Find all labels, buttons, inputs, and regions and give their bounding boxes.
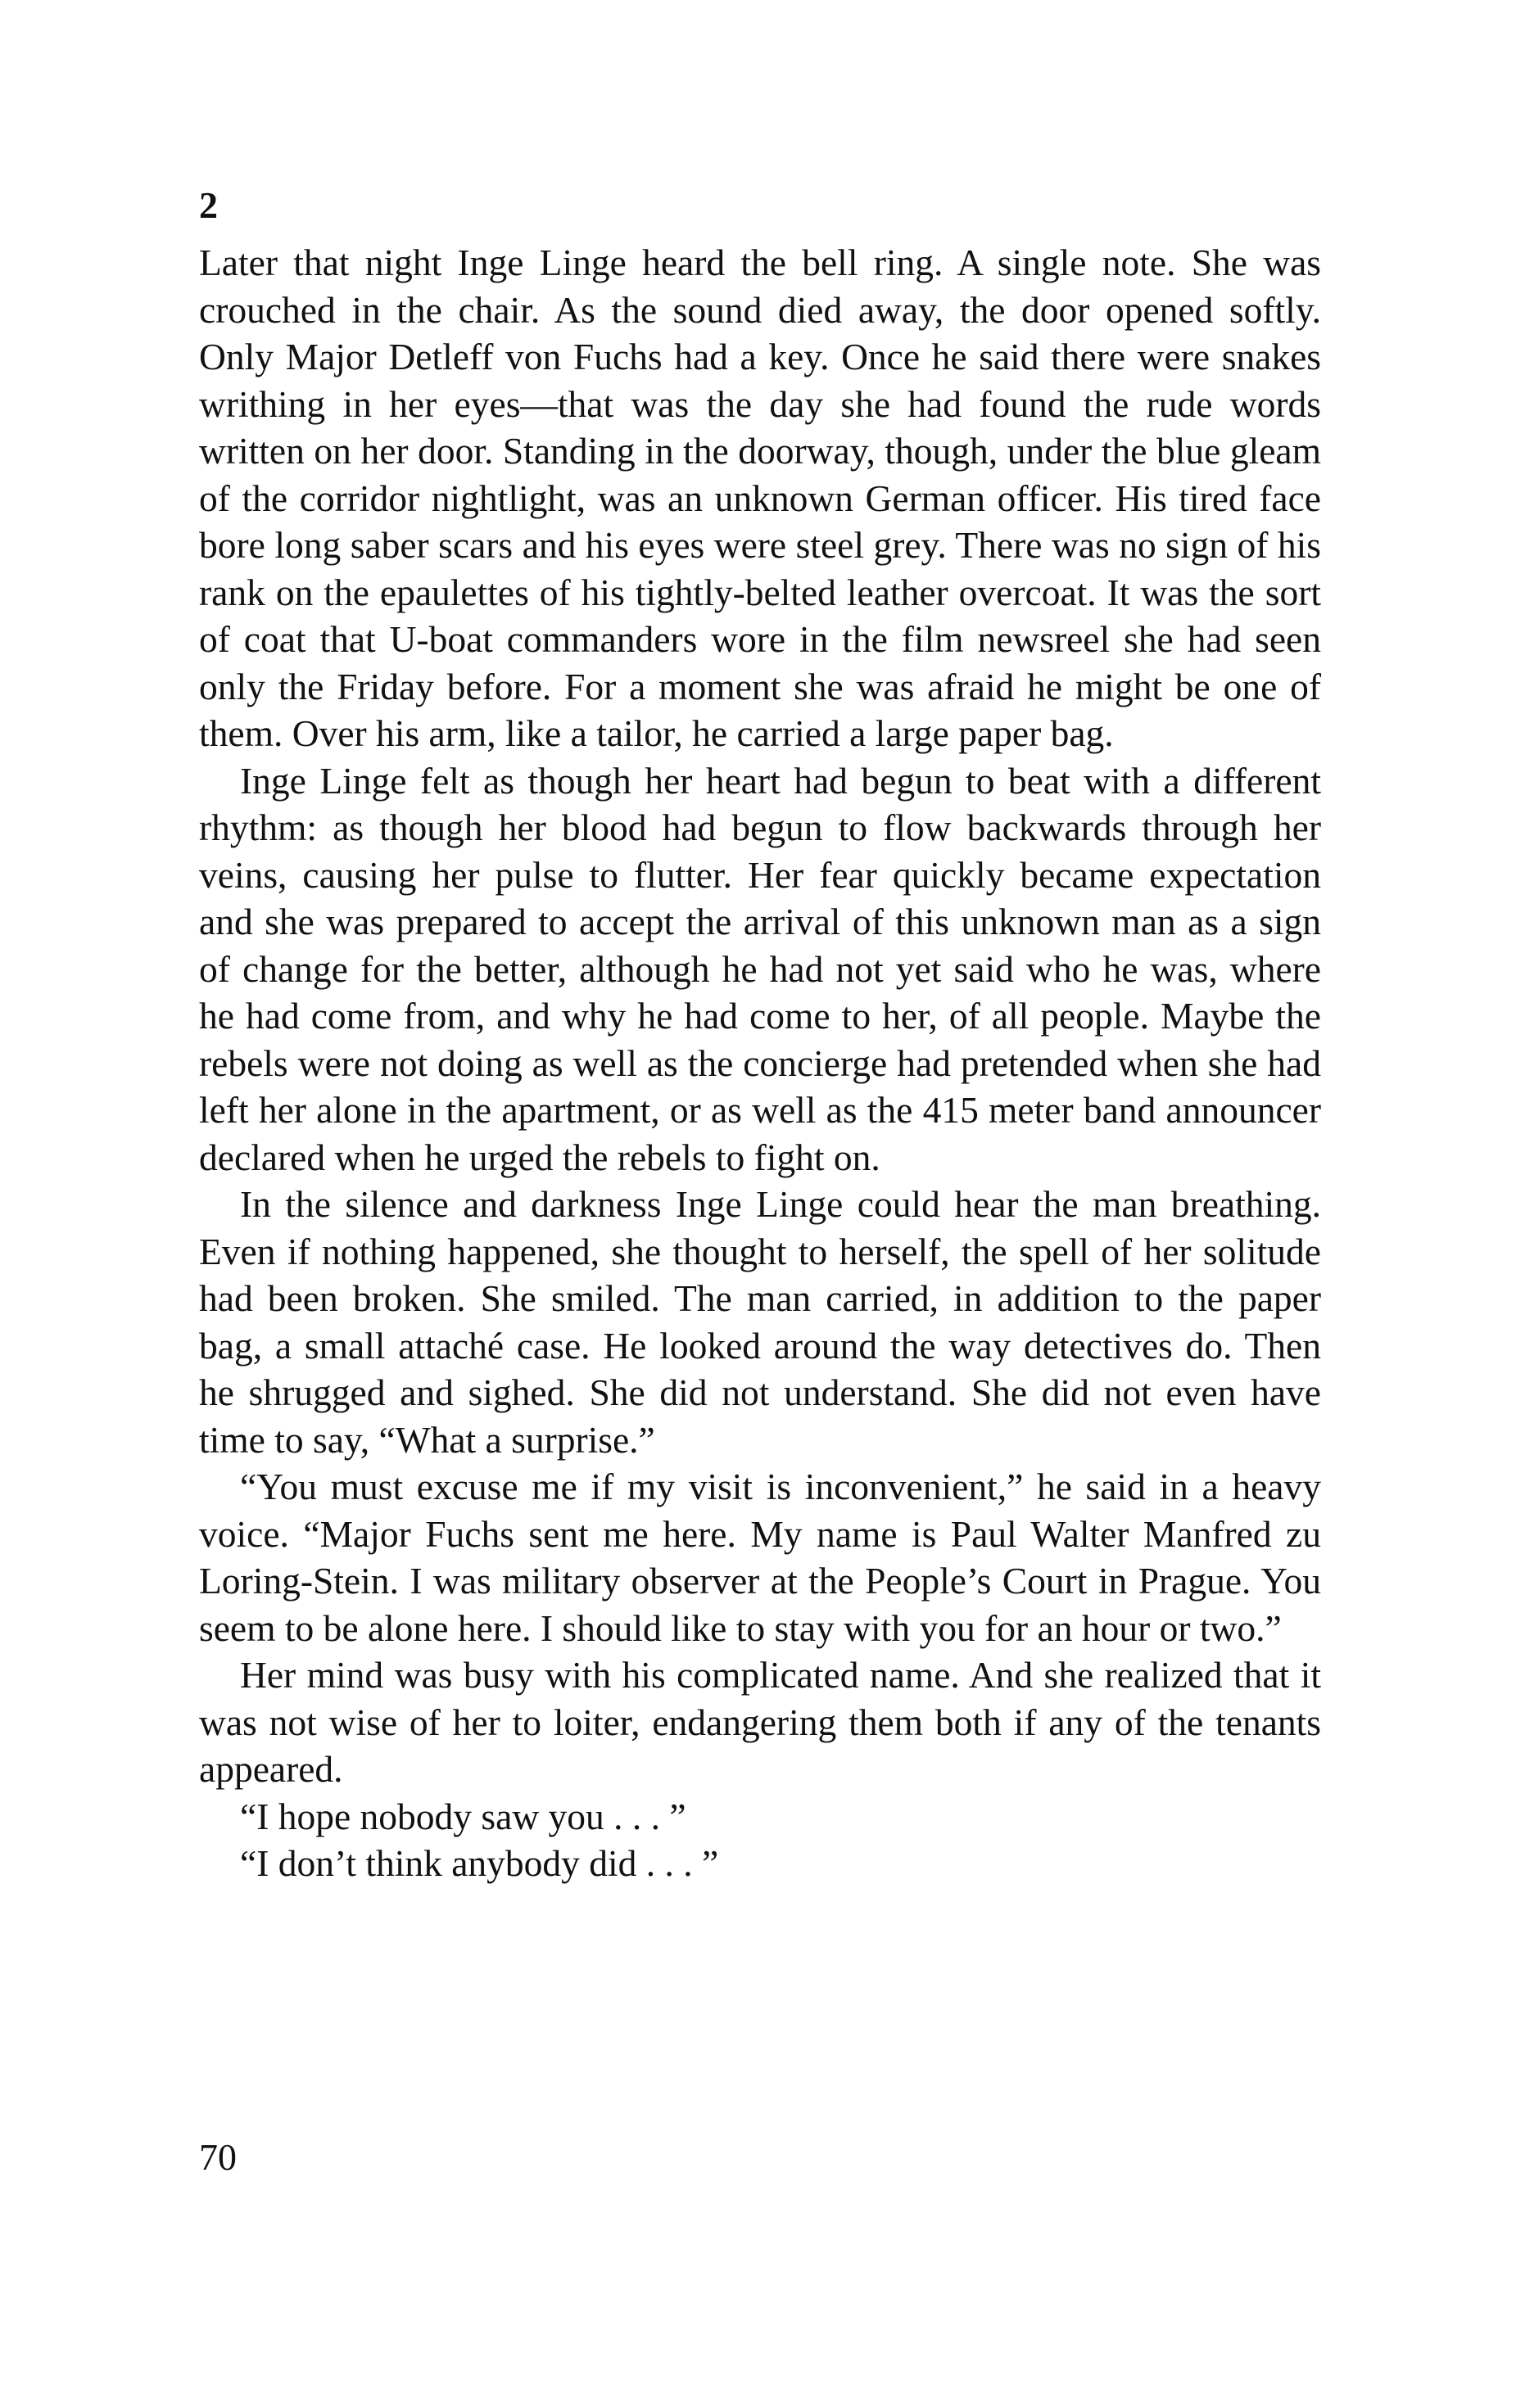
paragraph-3: In the silence and darkness Inge Linge could hear the man breathing. Even if nothing happened, she thought to herself, the spell of her solitude had been broken. She smiled. The man carried, in addition to the paper bag, a small attaché case. He looked around the way detectives do. Then he shrugged and sighed. She did not understand. She did not even have time to say, “What a surprise.” [199,1183,1321,1461]
body-text [199,239,1321,1887]
paragraph-7: “I don’t think anybody did . . . ” [240,1842,719,1884]
paragraph-5: Her mind was busy with his complicated name. And she realized that it was not wise of her to loiter, endangering them both if any of the tenants appeared. [199,1654,1321,1790]
paragraph-2: Inge Linge felt as though her heart had begun to beat with a different rhythm: as though her blood had begun to flow backwards through her veins, causing her pulse to flutter. Her fear quickly became expectation and she was prepared to accept the arrival of this unknown man as a sign of change for the better, although he had not yet said who he was, where he had come from, and why he had come to her, of all people. Maybe the rebels were not doing as well as the concierge had pretended when she had left her alone in the apartment, or as well as the 415 meter band announcer declared when he urged the rebels to fight on. [199,759,1321,1178]
paragraph-4: “You must excuse me if my visit is inconvenient,” he said in a heavy voice. “Major Fuchs sent me here. My name is Paul Walter Manfred zu Loring-Stein. I was military observer at the People’s Court in Prague. You seem to be alone here. I should like to stay with you for an hour or two.” [199,1466,1321,1649]
page-number: 70 [199,2136,237,2178]
paragraph-1: Later that night Inge Linge heard the bell ring. A single note. She was crouched in the chair. As the sound died away, the door opened softly. Only Major Detleff von Fuchs had a key. Once he said there were snakes writhing in her eyes—that was the day she had found the rude words written on her door. Standing in the doorway, though, under the blue gleam of the corridor nightlight, was an unknown German officer. His tired face bore long saber scars and his eyes were steel grey. There was no sign of his rank on the epaulettes of his tightly-belted leather overcoat. It was the sort of coat that U-boat commanders wore in the film newsreel she had seen only the Friday before. For a moment she was afraid he might be one of them. Over his arm, like a tailor, he carried a large paper bag. [199,242,1321,754]
section-number: 2 [199,184,218,226]
paragraph-6: “I hope nobody saw you . . . ” [240,1795,686,1837]
